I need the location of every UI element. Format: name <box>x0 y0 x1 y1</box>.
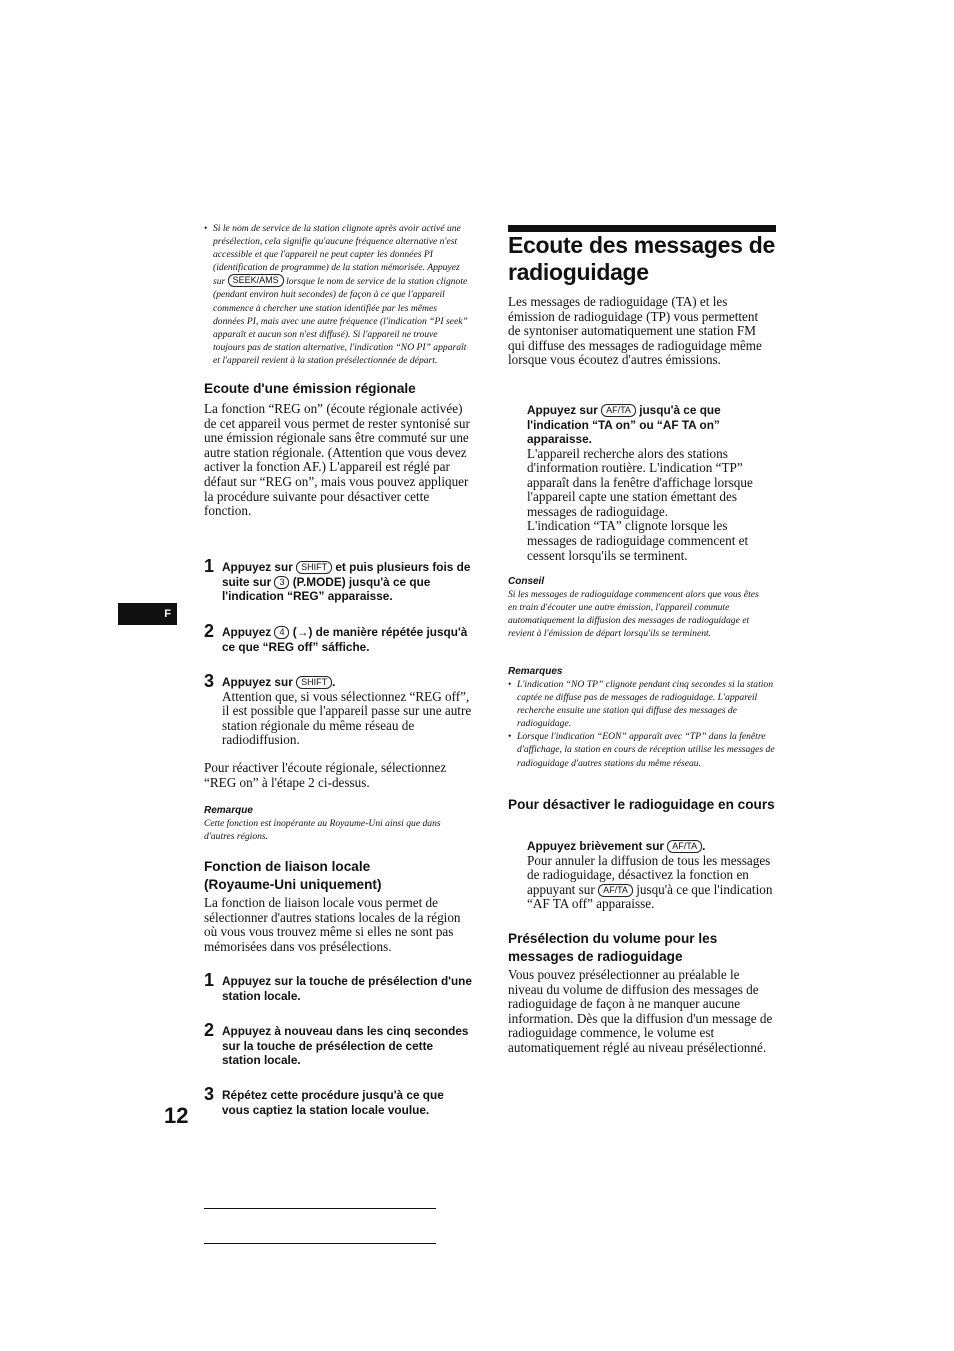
traffic-intro: Les messages de radioguidage (TA) et les émission de radioguidage (TP) vous permettent de syntoniser automatiquement une station FM qui diffuse des messages de radioguidage même lorsque vous écoutez d'autres émissions. <box>508 294 762 368</box>
step-number: 1 <box>204 556 215 576</box>
shift-key: SHIFT <box>296 561 332 574</box>
traffic-step-text-1: L'appareil recherche alors des stations d'information routière. L'indication “TP” apparaît dans la fenêtre d'affichage lorsque l'appareil capte une station émettant des messages de radioguidage. <box>527 445 753 519</box>
deactivate-step: Appuyez brièvement sur AF/TA . Pour annuler la diffusion de tous les messages de radioguidage, désactivez la fonction en appuyant sur AF/TA jusqu'à ce que l'indication “AF TA off” apparaisse. <box>527 839 777 912</box>
title-rule <box>508 225 776 232</box>
regional-heading: Ecoute d'une émission régionale <box>204 381 416 397</box>
traffic-step: Appuyez sur AF/TA jusqu'à ce que l'indication “TA on” ou “AF TA on” apparaisse. L'appareil recherche alors des stations d'information routière. L'indication “TP” apparaît dans la fenêtre d'affichage lorsque l'appareil capte une station émettant des messages de radioguidage. L'indication “TA” clignote lorsque les messages de radioguidage commencent et cessent lorsqu'ils se terminent. <box>527 403 777 563</box>
shift-key: SHIFT <box>296 676 332 689</box>
step-3-text: Attention que, si vous sélectionnez “REG off”, il est possible que l'appareil passe sur une autre station régionale du même réseau de radiodiffusion. <box>222 688 472 748</box>
tip-label: Conseil <box>508 576 545 587</box>
tip-text: Si les messages de radioguidage commencent alors que vous êtes en train d'écouter une autre émission, l'appareil commute automatiquement la diffusion des messages de radioguidage et revient à l'émission de départ lorsqu'ils se terminent. <box>508 589 759 640</box>
left-column <box>204 222 472 519</box>
deactivate-heading: Pour désactiver le radioguidage en cours <box>508 797 775 812</box>
regional-reactivate: Pour réactiver l'écoute régionale, sélectionnez “REG on” à l'étape 2 ci-dessus. <box>204 760 447 790</box>
station-note-item: • Si le nom de service de la station clignote après avoir activé une présélection, cela signifie qu'aucune fréquence alternative n'est accessible et que l'appareil ne peut capter les données PI (identification de programme) de la station mémorisée. Appuyez sur SEEK/AMS lorsque le nom de service de la station clignote (pendant environ huit secondes) de façon à ce que l'appareil commence à chercher une station identifiée par les mêmes données PI, mais avec une autre fréquence (l'indication “PI seek” apparaît et aucun son n'est diffusé). Si l'appareil ne trouve toujours pas de station alternative, l'indication “NO PI” apparaît et l'appareil revient à la station présélectionnée de départ. <box>204 222 470 367</box>
remark-text: Cette fonction est inopérante au Royaume-Uni ainsi que dans d'autres régions. <box>204 818 441 843</box>
volume-heading: Présélection du volume pour les messages de radioguidage <box>508 931 718 964</box>
language-tab <box>118 603 177 625</box>
preset-4-key: 4 <box>274 626 289 639</box>
tip-block <box>508 576 770 640</box>
preset-3-key: 3 <box>274 576 289 589</box>
remarks-block <box>508 666 776 770</box>
step-number: 3 <box>204 671 215 691</box>
regional-intro: La fonction “REG on” (écoute régionale activée) de cet appareil vous permet de rester syntonisé sur une émission régionale sans être commuté sur une autre station régionale. (Attention que vous devez activer la fonction AF.) L'appareil est réglé par défaut sur “REG on”, mais vous pouvez appliquer la procédure suivante pour désactiver cette fonction. <box>204 401 470 519</box>
step-number: 2 <box>204 621 215 641</box>
remark-label: Remarque <box>204 805 253 816</box>
seek-ams-key: SEEK/AMS <box>228 274 284 287</box>
remark-item: • L'indication “NO TP” clignote pendant cinq secondes si la station captée ne diffuse pas de messages de radioguidage. L'appareil recherche ensuite une station qui diffuse des messages de radioguidage. <box>508 678 776 730</box>
regional-remark <box>204 805 466 843</box>
footer-rule-1 <box>204 1208 436 1209</box>
step-number: 2 <box>204 1020 215 1040</box>
traffic-step-text-2: L'indication “TA” clignote lorsque les messages de radioguidage commencent et cessent lorsqu'ils se terminent. <box>527 518 749 563</box>
page-number: 12 <box>164 1103 189 1128</box>
deactivate-text: Pour annuler la diffusion de tous les messages de radioguidage, désactivez la fonction en appuyant sur AF/TA jusqu'à ce que l'indication “AF TA off” apparaisse. <box>527 852 773 912</box>
step-number: 1 <box>204 970 215 990</box>
language-tab-label: F <box>164 608 171 620</box>
local-intro: La fonction de liaison locale vous permet de sélectionner d'autres stations locales de la région où vous vous trouvez même si elles ne sont pas mémorisées dans vos présélections. <box>204 895 461 954</box>
remark-item: • Lorsque l'indication “EON” apparaît avec “TP” dans la fenêtre d'affichage, la station en cours de réception utilise les messages de radioguidage d'autres stations du même réseau. <box>508 730 776 769</box>
af-ta-key: AF/TA <box>601 404 636 417</box>
af-ta-key: AF/TA <box>667 840 702 853</box>
af-ta-key: AF/TA <box>598 884 633 897</box>
footer-rule-2 <box>204 1243 436 1244</box>
step-number: 3 <box>204 1084 215 1104</box>
volume-text: Vous pouvez présélectionner au préalable le niveau du volume de diffusion des messages de radioguidage de façon à ne manquer aucune information. Dès que la diffusion d'un message de radioguidage commence, le volume est automatiquement réglé au niveau présélectionné. <box>508 967 773 1055</box>
local-section <box>204 858 472 954</box>
page-title: Ecoute des messages de radioguidage <box>508 232 775 285</box>
local-heading: Fonction de liaison locale (Royaume-Uni uniquement) <box>204 859 382 892</box>
remarks-label: Remarques <box>508 666 563 677</box>
station-note <box>204 222 470 367</box>
